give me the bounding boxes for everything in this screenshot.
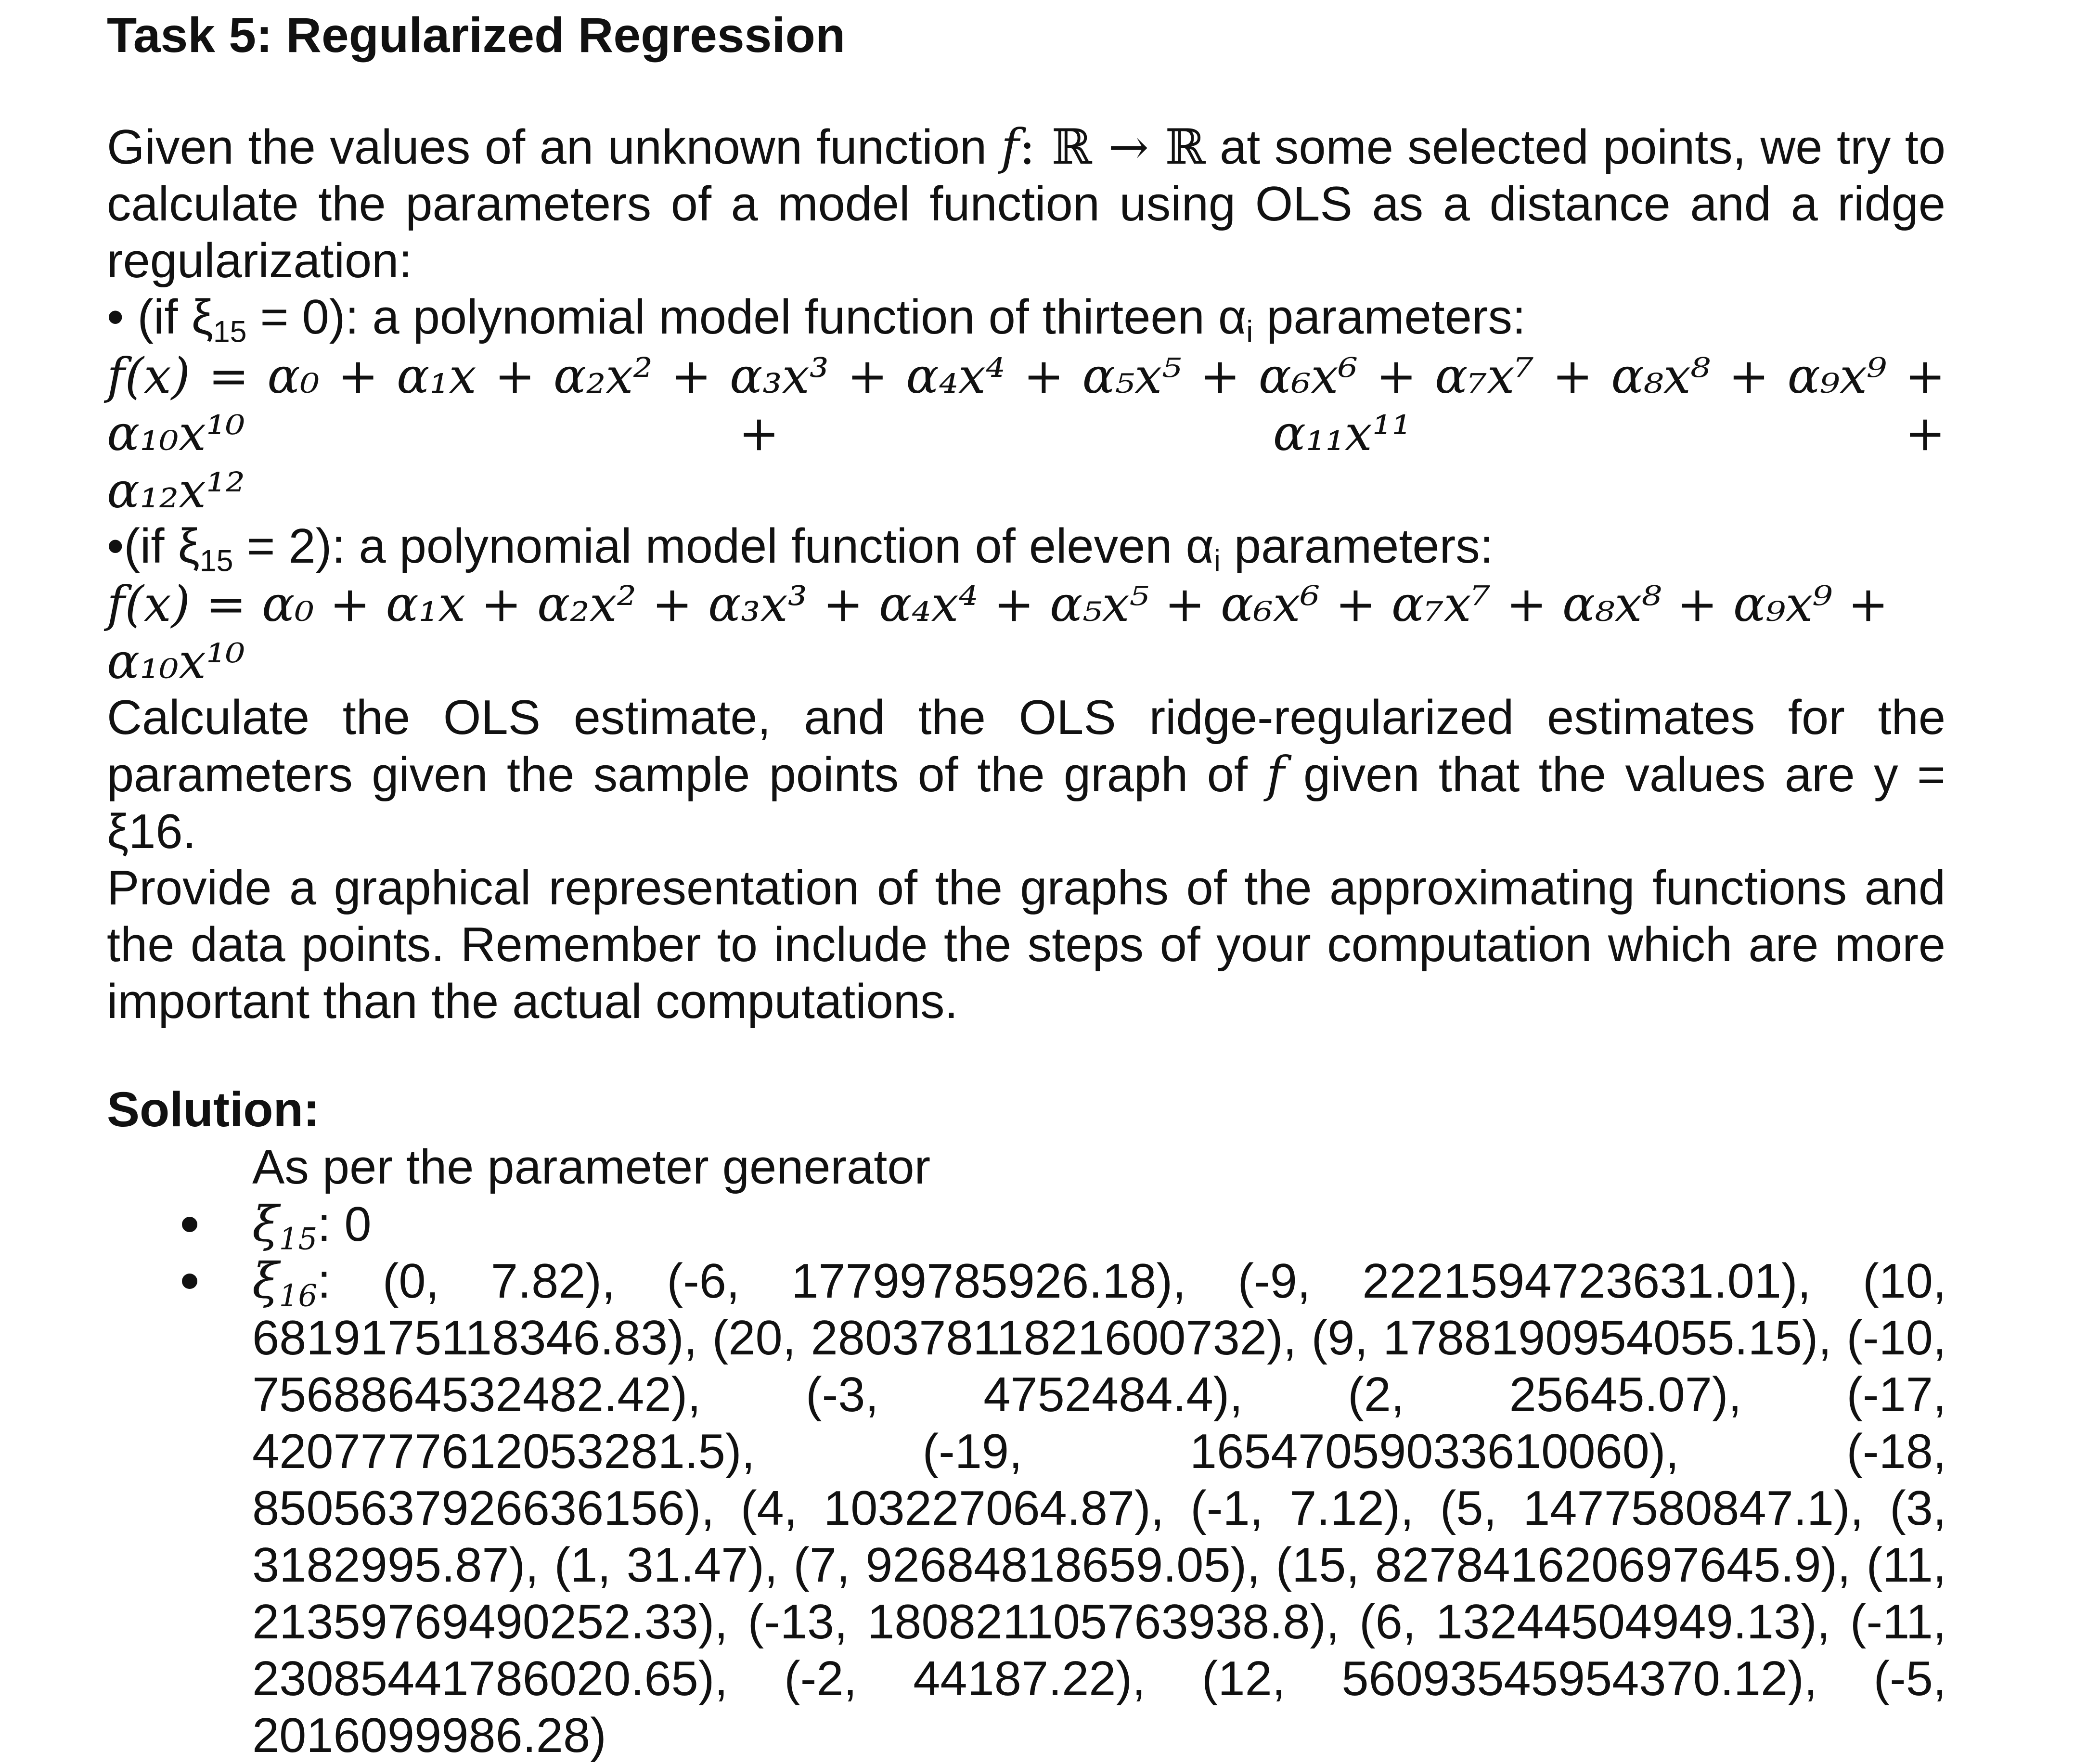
- intro-text-start: Given the values of an unknown function: [107, 120, 1001, 174]
- intro-paragraph: [107, 118, 1945, 289]
- case-1-index: i: [1246, 315, 1253, 349]
- calculate-text-end: given that the values are y = ξ16.: [107, 748, 1946, 859]
- case-2-heading: [107, 518, 1945, 578]
- case-2-formula: [107, 576, 1945, 690]
- task-title: Task 5: Regularized Regression: [107, 8, 846, 63]
- xi15-value: : 0: [317, 1197, 372, 1251]
- case-2-rest: = 2): a polynomial model function of eleven α: [233, 519, 1214, 573]
- xi15-text: [252, 1196, 1946, 1257]
- case-1-formula: [107, 348, 1945, 519]
- xi16-sub: 16: [279, 1278, 318, 1313]
- intro-domain: : ℝ → ℝ: [1019, 118, 1206, 175]
- solution-lead: As per the parameter generator: [252, 1140, 931, 1194]
- case-2-tail: parameters:: [1220, 519, 1494, 573]
- case-1-formula-lhs: f(x) =: [107, 348, 268, 404]
- xi16-points: (0, 7.82), (-6, 17799785926.18), (-9, 2221594723631.01), (10, 6819175118346.83), (20, 28037811821600732), (9, 1788190954055.15), (-10, 7568864532482.42), (-3, 4752484.4), (2, 25645.07), (-17, 4207777612053281.5), (-19, 16547059033610060), (-18, 8505637926636156), (4, 103227064.87), (-1, 7.12), (5, 1477580847.1), (3, 3182995.87), (1, 31.47), (7, 92684818659.05), (15, 827841620697645.9), (11, 21359769490252.33), (-13, 180821105763938.8), (6, 13244504949.13), (-11, 23085441786020.65), (-2, 44187.22), (12, 56093545954370.12), (-5, 2016099986.28): [252, 1254, 1946, 1763]
- intro-text-end: at some selected points, we try to calculate the parameters of a model function using OLS as a distance and a ridge regularization:: [107, 120, 1945, 288]
- case-1-formula-line-2: α₁₂x¹²: [107, 462, 245, 519]
- case-2-label: •(if ξ: [107, 519, 200, 573]
- case-1-sub: 15: [213, 315, 247, 349]
- calculate-paragraph: [107, 689, 1945, 860]
- solution-title: Solution:: [107, 1082, 320, 1137]
- bullet-dot-icon: [182, 1274, 197, 1289]
- intro-function-symbol: f: [1001, 118, 1019, 175]
- xi16-text: [252, 1252, 1946, 1764]
- case-2-formula-lhs: f(x) =: [107, 576, 262, 632]
- case-1-rest: = 0): a polynomial model function of thirteen α: [246, 290, 1247, 344]
- calculate-function-symbol: f: [1266, 746, 1285, 803]
- case-1-tail: parameters:: [1253, 290, 1526, 344]
- case-2-index: i: [1213, 544, 1221, 578]
- graph-paragraph: Provide a graphical representation of the graphs of the approximating functions and the data points. Remember to include the steps of your computation which are more important than the actual computations.: [107, 861, 1945, 1029]
- case-2-sub: 15: [199, 544, 233, 578]
- bullet-dot-icon: [182, 1217, 197, 1232]
- xi16-symbol: ξ: [252, 1252, 279, 1309]
- case-2-formula-rhs: α₀ + α₁x + α₂x² + α₃x³ + α₄x⁴ + α₅x⁵ + α₆x⁶ + α₇x⁷ + α₈x⁸ + α₉x⁹ + α₁₀x¹⁰: [107, 576, 1889, 690]
- xi15-symbol: ξ: [252, 1196, 279, 1252]
- case-1-label: • (if ξ: [107, 290, 213, 344]
- case-1-formula-line-1: [107, 348, 1945, 462]
- xi16-separator: :: [317, 1254, 331, 1308]
- xi15-sub: 15: [279, 1221, 318, 1257]
- calculate-text-start: Calculate the OLS estimate, and the OLS ridge-regularized estimates for the parameters given the sample points of the graph of: [107, 691, 1945, 802]
- case-1-heading: [107, 289, 1945, 349]
- case-1-formula-rhs: α₀ + α₁x + α₂x² + α₃x³ + α₄x⁴ + α₅x⁵ + α₆x⁶ + α₇x⁷ + α₈x⁸ + α₉x⁹ + α₁₀x¹⁰ + α₁₁x¹¹ +: [107, 348, 1945, 462]
